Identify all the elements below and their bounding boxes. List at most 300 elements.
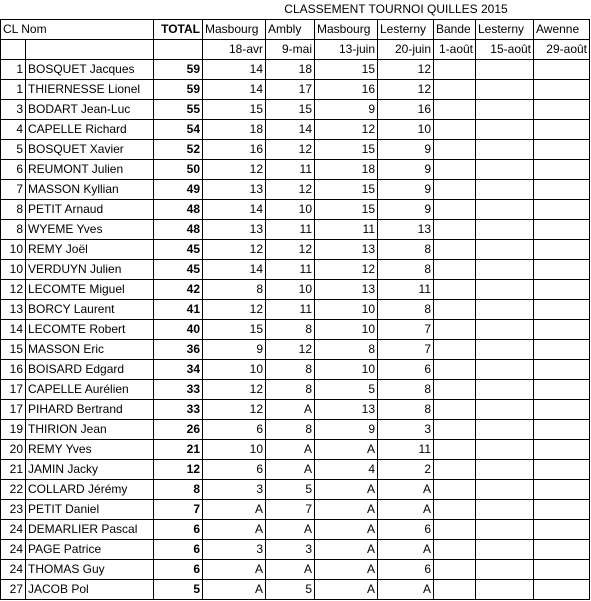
total-cell: 45 bbox=[154, 260, 203, 280]
score-cell bbox=[434, 120, 476, 140]
score-cell bbox=[434, 200, 476, 220]
score-cell: 12 bbox=[266, 180, 315, 200]
score-cell: 12 bbox=[203, 240, 266, 260]
score-cell bbox=[534, 320, 590, 340]
total-cell: 59 bbox=[154, 80, 203, 100]
score-cell bbox=[476, 120, 534, 140]
score-cell bbox=[534, 580, 590, 600]
player-name-cell: PETIT Arnaud bbox=[26, 200, 154, 220]
score-cell bbox=[434, 100, 476, 120]
score-cell: 9 bbox=[203, 340, 266, 360]
player-name-cell: LECOMTE Miguel bbox=[26, 280, 154, 300]
table-row bbox=[1, 420, 590, 440]
score-cell: 11 bbox=[315, 220, 378, 240]
score-cell: A bbox=[315, 500, 378, 520]
total-cell: 55 bbox=[154, 100, 203, 120]
player-name-cell: COLLARD Jérémy bbox=[26, 480, 154, 500]
score-cell: 13 bbox=[378, 220, 434, 240]
total-cell: 26 bbox=[154, 420, 203, 440]
score-cell: A bbox=[266, 440, 315, 460]
score-cell bbox=[434, 80, 476, 100]
score-cell: 15 bbox=[266, 100, 315, 120]
rank-cell: 8 bbox=[1, 220, 26, 240]
player-name-cell: BORCY Laurent bbox=[26, 300, 154, 320]
score-cell: 6 bbox=[203, 460, 266, 480]
venue-header: Awenne bbox=[534, 20, 590, 40]
score-cell: A bbox=[378, 540, 434, 560]
table-row bbox=[1, 300, 590, 320]
table-row bbox=[1, 480, 590, 500]
score-cell bbox=[476, 180, 534, 200]
rank-cell: 12 bbox=[1, 280, 26, 300]
player-name-cell: BODART Jean-Luc bbox=[26, 100, 154, 120]
score-cell: 8 bbox=[266, 360, 315, 380]
score-cell bbox=[434, 360, 476, 380]
score-cell: 13 bbox=[203, 220, 266, 240]
table-row bbox=[1, 280, 590, 300]
player-name-cell: MASSON Eric bbox=[26, 340, 154, 360]
score-cell bbox=[434, 340, 476, 360]
score-cell bbox=[476, 440, 534, 460]
score-cell: 14 bbox=[266, 120, 315, 140]
table-row bbox=[1, 460, 590, 480]
score-cell: 12 bbox=[203, 160, 266, 180]
score-cell bbox=[434, 440, 476, 460]
score-cell: 8 bbox=[203, 280, 266, 300]
score-cell bbox=[476, 480, 534, 500]
score-cell: 3 bbox=[203, 540, 266, 560]
total-cell: 6 bbox=[154, 560, 203, 580]
score-cell: 8 bbox=[378, 380, 434, 400]
player-name-cell: REUMONT Julien bbox=[26, 160, 154, 180]
score-cell: A bbox=[203, 500, 266, 520]
date-header: 9-mai bbox=[266, 40, 315, 60]
rank-cell: 1 bbox=[1, 60, 26, 80]
venue-header: Masbourg bbox=[203, 20, 266, 40]
score-cell: 9 bbox=[378, 180, 434, 200]
total-cell: 8 bbox=[154, 480, 203, 500]
table-row bbox=[1, 560, 590, 580]
rank-cell: 4 bbox=[1, 120, 26, 140]
score-cell bbox=[534, 460, 590, 480]
score-cell: 18 bbox=[266, 60, 315, 80]
player-name-cell: DEMARLIER Pascal bbox=[26, 520, 154, 540]
score-cell bbox=[434, 460, 476, 480]
score-cell: 14 bbox=[203, 200, 266, 220]
score-cell bbox=[434, 160, 476, 180]
venue-header: Masbourg bbox=[315, 20, 378, 40]
rank-cell: 24 bbox=[1, 560, 26, 580]
score-cell bbox=[534, 420, 590, 440]
score-cell bbox=[476, 340, 534, 360]
score-cell bbox=[476, 400, 534, 420]
score-cell bbox=[476, 140, 534, 160]
table-row bbox=[1, 440, 590, 460]
score-cell: 16 bbox=[315, 80, 378, 100]
rank-cell: 24 bbox=[1, 520, 26, 540]
score-cell: 12 bbox=[266, 240, 315, 260]
rank-cell: 21 bbox=[1, 460, 26, 480]
score-cell bbox=[434, 400, 476, 420]
cl-nom-header: CL Nom bbox=[1, 20, 154, 40]
total-cell: 41 bbox=[154, 300, 203, 320]
score-cell: A bbox=[315, 480, 378, 500]
score-cell bbox=[476, 580, 534, 600]
score-cell: 12 bbox=[378, 60, 434, 80]
score-cell bbox=[534, 400, 590, 420]
rank-cell: 22 bbox=[1, 480, 26, 500]
score-cell: 3 bbox=[378, 420, 434, 440]
title-row bbox=[1, 0, 590, 20]
score-cell: 8 bbox=[378, 240, 434, 260]
rank-cell: 27 bbox=[1, 580, 26, 600]
score-cell bbox=[476, 420, 534, 440]
table-row bbox=[1, 400, 590, 420]
score-cell: 6 bbox=[378, 360, 434, 380]
rank-cell: 13 bbox=[1, 300, 26, 320]
score-cell: 8 bbox=[266, 380, 315, 400]
score-cell bbox=[434, 560, 476, 580]
rank-cell: 17 bbox=[1, 380, 26, 400]
rank-cell: 1 bbox=[1, 80, 26, 100]
score-cell bbox=[476, 560, 534, 580]
table-row bbox=[1, 120, 590, 140]
player-name-cell: CAPELLE Richard bbox=[26, 120, 154, 140]
player-name-cell: THIRION Jean bbox=[26, 420, 154, 440]
score-cell: 12 bbox=[378, 80, 434, 100]
score-cell: 12 bbox=[315, 260, 378, 280]
table-row bbox=[1, 240, 590, 260]
table-row bbox=[1, 140, 590, 160]
score-cell: A bbox=[203, 580, 266, 600]
total-cell: 45 bbox=[154, 240, 203, 260]
score-cell: 5 bbox=[266, 480, 315, 500]
score-cell: A bbox=[266, 560, 315, 580]
score-cell bbox=[476, 520, 534, 540]
table-row bbox=[1, 200, 590, 220]
score-cell bbox=[534, 500, 590, 520]
score-cell: A bbox=[378, 580, 434, 600]
score-cell: 12 bbox=[203, 400, 266, 420]
venue-header: Lesterny bbox=[378, 20, 434, 40]
score-cell: 4 bbox=[315, 460, 378, 480]
total-cell: 33 bbox=[154, 380, 203, 400]
score-cell: 10 bbox=[266, 200, 315, 220]
player-name-cell: CAPELLE Aurélien bbox=[26, 380, 154, 400]
score-cell: 6 bbox=[378, 560, 434, 580]
score-cell: A bbox=[266, 400, 315, 420]
score-cell bbox=[476, 160, 534, 180]
score-cell: 11 bbox=[266, 260, 315, 280]
score-cell: 9 bbox=[378, 160, 434, 180]
score-cell: 6 bbox=[378, 520, 434, 540]
score-cell bbox=[434, 580, 476, 600]
total-cell: 50 bbox=[154, 160, 203, 180]
score-cell bbox=[476, 220, 534, 240]
table-row bbox=[1, 60, 590, 80]
score-cell bbox=[534, 200, 590, 220]
score-cell bbox=[434, 280, 476, 300]
score-cell bbox=[534, 340, 590, 360]
score-cell: 10 bbox=[266, 280, 315, 300]
score-cell: 16 bbox=[378, 100, 434, 120]
score-cell bbox=[476, 80, 534, 100]
score-cell bbox=[476, 200, 534, 220]
player-name-cell: BOSQUET Xavier bbox=[26, 140, 154, 160]
score-cell: 10 bbox=[315, 300, 378, 320]
venue-header: Lesterny bbox=[476, 20, 534, 40]
total-header: TOTAL bbox=[154, 20, 203, 40]
score-cell bbox=[534, 280, 590, 300]
score-cell: 12 bbox=[203, 300, 266, 320]
table-row bbox=[1, 540, 590, 560]
score-cell bbox=[534, 380, 590, 400]
table-row bbox=[1, 180, 590, 200]
total-cell: 52 bbox=[154, 140, 203, 160]
score-cell bbox=[476, 240, 534, 260]
score-cell: A bbox=[315, 440, 378, 460]
score-cell bbox=[534, 140, 590, 160]
table-row bbox=[1, 100, 590, 120]
score-cell bbox=[534, 220, 590, 240]
player-name-cell: PIHARD Bertrand bbox=[26, 400, 154, 420]
score-cell: A bbox=[378, 480, 434, 500]
rank-cell: 24 bbox=[1, 540, 26, 560]
score-cell: 13 bbox=[315, 240, 378, 260]
total-cell: 12 bbox=[154, 460, 203, 480]
score-cell: 13 bbox=[203, 180, 266, 200]
player-name-cell: THIERNESSE Lionel bbox=[26, 80, 154, 100]
score-cell: A bbox=[378, 500, 434, 520]
score-cell bbox=[476, 460, 534, 480]
score-cell bbox=[534, 100, 590, 120]
score-cell: 7 bbox=[378, 340, 434, 360]
score-cell: 10 bbox=[315, 320, 378, 340]
score-cell bbox=[434, 520, 476, 540]
score-cell: 11 bbox=[266, 220, 315, 240]
player-name-cell: BOISARD Edgard bbox=[26, 360, 154, 380]
table-row bbox=[1, 360, 590, 380]
score-cell bbox=[534, 520, 590, 540]
score-cell: 8 bbox=[378, 300, 434, 320]
score-cell bbox=[434, 380, 476, 400]
score-cell: 11 bbox=[266, 300, 315, 320]
score-cell bbox=[476, 500, 534, 520]
score-cell bbox=[476, 260, 534, 280]
rank-cell: 16 bbox=[1, 360, 26, 380]
date-header: 29-août bbox=[534, 40, 590, 60]
date-header: 20-juin bbox=[378, 40, 434, 60]
rank-cell: 23 bbox=[1, 500, 26, 520]
score-cell: A bbox=[203, 560, 266, 580]
table-row bbox=[1, 80, 590, 100]
score-cell bbox=[434, 60, 476, 80]
score-cell: 8 bbox=[378, 400, 434, 420]
table-row bbox=[1, 380, 590, 400]
rank-cell: 17 bbox=[1, 400, 26, 420]
score-cell: 13 bbox=[315, 400, 378, 420]
player-name-cell: VERDUYN Julien bbox=[26, 260, 154, 280]
total-cell: 36 bbox=[154, 340, 203, 360]
score-cell bbox=[476, 360, 534, 380]
score-cell: 8 bbox=[378, 260, 434, 280]
score-cell: A bbox=[315, 520, 378, 540]
score-cell bbox=[434, 320, 476, 340]
table-row bbox=[1, 580, 590, 600]
score-cell bbox=[476, 100, 534, 120]
score-cell: A bbox=[266, 520, 315, 540]
score-cell: 2 bbox=[378, 460, 434, 480]
score-cell bbox=[534, 260, 590, 280]
score-cell: 11 bbox=[266, 160, 315, 180]
header-row-venues bbox=[1, 20, 590, 40]
rank-cell: 3 bbox=[1, 100, 26, 120]
date-header: 15-août bbox=[476, 40, 534, 60]
player-name-cell: PAGE Patrice bbox=[26, 540, 154, 560]
score-cell: 3 bbox=[266, 540, 315, 560]
score-cell: 9 bbox=[378, 140, 434, 160]
total-cell: 33 bbox=[154, 400, 203, 420]
score-cell: 15 bbox=[203, 100, 266, 120]
score-cell: A bbox=[315, 540, 378, 560]
rank-cell: 20 bbox=[1, 440, 26, 460]
score-cell bbox=[534, 360, 590, 380]
score-cell bbox=[434, 500, 476, 520]
score-cell bbox=[476, 280, 534, 300]
rank-cell: 10 bbox=[1, 260, 26, 280]
table-row bbox=[1, 340, 590, 360]
player-name-cell: PETIT Daniel bbox=[26, 500, 154, 520]
date-header: 1-août bbox=[434, 40, 476, 60]
total-cell: 7 bbox=[154, 500, 203, 520]
score-cell: 8 bbox=[266, 420, 315, 440]
table-row bbox=[1, 220, 590, 240]
total-cell: 6 bbox=[154, 540, 203, 560]
score-cell: 9 bbox=[378, 200, 434, 220]
score-cell: 5 bbox=[266, 580, 315, 600]
score-cell bbox=[534, 160, 590, 180]
player-name-cell: JAMIN Jacky bbox=[26, 460, 154, 480]
score-cell: 12 bbox=[315, 120, 378, 140]
player-name-cell: BOSQUET Jacques bbox=[26, 60, 154, 80]
score-cell: 15 bbox=[315, 60, 378, 80]
score-cell bbox=[534, 560, 590, 580]
score-cell: 12 bbox=[266, 340, 315, 360]
player-name-cell: REMY Yves bbox=[26, 440, 154, 460]
score-cell: 15 bbox=[203, 320, 266, 340]
total-cell: 34 bbox=[154, 360, 203, 380]
rank-cell: 6 bbox=[1, 160, 26, 180]
score-cell: 8 bbox=[315, 340, 378, 360]
score-cell: 9 bbox=[315, 100, 378, 120]
player-name-cell: JACOB Pol bbox=[26, 580, 154, 600]
score-cell bbox=[534, 60, 590, 80]
total-cell: 48 bbox=[154, 200, 203, 220]
total-cell: 48 bbox=[154, 220, 203, 240]
score-cell bbox=[434, 540, 476, 560]
date-header: 13-juin bbox=[315, 40, 378, 60]
score-cell: 17 bbox=[266, 80, 315, 100]
total-cell: 49 bbox=[154, 180, 203, 200]
table-row bbox=[1, 500, 590, 520]
score-cell: 18 bbox=[315, 160, 378, 180]
table-row bbox=[1, 260, 590, 280]
score-cell: 9 bbox=[315, 420, 378, 440]
score-cell: 8 bbox=[266, 320, 315, 340]
score-cell bbox=[476, 60, 534, 80]
player-name-cell: THOMAS Guy bbox=[26, 560, 154, 580]
score-cell: 12 bbox=[203, 380, 266, 400]
score-cell: 15 bbox=[315, 180, 378, 200]
score-cell bbox=[434, 140, 476, 160]
rank-cell: 14 bbox=[1, 320, 26, 340]
rank-cell: 5 bbox=[1, 140, 26, 160]
score-cell: A bbox=[315, 560, 378, 580]
score-cell bbox=[434, 240, 476, 260]
score-cell bbox=[534, 80, 590, 100]
score-cell: 13 bbox=[315, 280, 378, 300]
score-cell: 10 bbox=[315, 360, 378, 380]
score-cell: 12 bbox=[266, 140, 315, 160]
total-cell: 42 bbox=[154, 280, 203, 300]
score-cell bbox=[534, 180, 590, 200]
score-cell: A bbox=[266, 460, 315, 480]
score-cell bbox=[534, 540, 590, 560]
score-cell bbox=[434, 260, 476, 280]
total-cell: 54 bbox=[154, 120, 203, 140]
date-header: 18-avr bbox=[203, 40, 266, 60]
score-cell bbox=[434, 300, 476, 320]
total-cell: 6 bbox=[154, 520, 203, 540]
score-cell: 14 bbox=[203, 80, 266, 100]
total-cell: 59 bbox=[154, 60, 203, 80]
total-cell: 21 bbox=[154, 440, 203, 460]
score-cell bbox=[476, 300, 534, 320]
score-cell bbox=[476, 380, 534, 400]
score-cell bbox=[534, 120, 590, 140]
score-cell: 14 bbox=[203, 260, 266, 280]
sheet-title: CLASSEMENT TOURNOI QUILLES 2015 bbox=[203, 0, 590, 20]
header-row-dates bbox=[1, 40, 590, 60]
score-cell: 10 bbox=[203, 360, 266, 380]
score-cell: 11 bbox=[378, 280, 434, 300]
player-name-cell: LECOMTE Robert bbox=[26, 320, 154, 340]
score-cell: 5 bbox=[315, 380, 378, 400]
score-cell: 7 bbox=[378, 320, 434, 340]
score-cell: 16 bbox=[203, 140, 266, 160]
score-cell bbox=[434, 220, 476, 240]
score-cell bbox=[534, 240, 590, 260]
player-name-cell: MASSON Kyllian bbox=[26, 180, 154, 200]
score-cell: A bbox=[315, 580, 378, 600]
score-cell: 11 bbox=[378, 440, 434, 460]
venue-header: Bande bbox=[434, 20, 476, 40]
score-cell: 15 bbox=[315, 140, 378, 160]
table-row bbox=[1, 320, 590, 340]
score-cell bbox=[476, 320, 534, 340]
score-cell: 7 bbox=[266, 500, 315, 520]
score-cell: 6 bbox=[203, 420, 266, 440]
score-cell bbox=[476, 540, 534, 560]
rank-cell: 15 bbox=[1, 340, 26, 360]
rank-cell: 8 bbox=[1, 200, 26, 220]
total-cell: 40 bbox=[154, 320, 203, 340]
score-cell: 18 bbox=[203, 120, 266, 140]
score-cell: 15 bbox=[315, 200, 378, 220]
player-name-cell: WYEME Yves bbox=[26, 220, 154, 240]
score-cell: 10 bbox=[203, 440, 266, 460]
score-cell: 10 bbox=[378, 120, 434, 140]
